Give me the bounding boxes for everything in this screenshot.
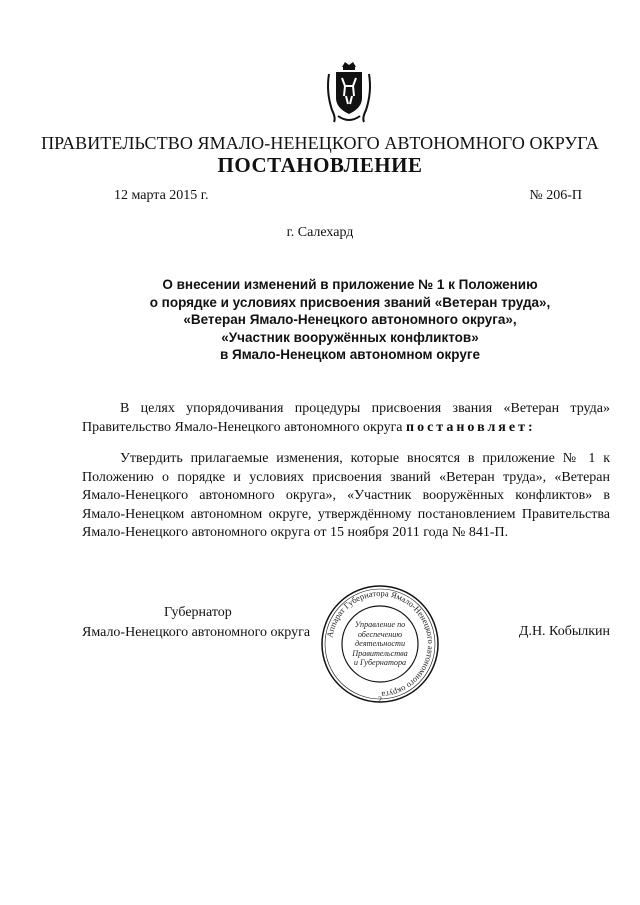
stamp-line: Управление по <box>354 620 406 629</box>
signatory-title <box>82 603 322 643</box>
preamble-text: В целях упорядочивания процедуры присвоения звания «Ветеран труда» Правительство Ямало-Ненецкого автономного округа <box>82 401 610 435</box>
paragraph-resolution: Утвердить прилагаемые изменения, которые вносятся в приложение № 1 к Положению о порядке и условиях присвоения званий «Ветеран труда», «Ветеран Ямало-Ненецкого автономного округа», «Участник вооружённых конфликтов» в Ямало-Ненецком автономном округе, утверждённому постановлением Правительства Ямало-Ненецкого автономного округа от 15 ноября 2011 года № 841-П. <box>82 451 610 540</box>
heading-line: в Ямало-Ненецком автономном округе <box>219 347 480 362</box>
government-name: ПРАВИТЕЛЬСТВО ЯМАЛО-НЕНЕЦКОГО АВТОНОМНОГО ОКРУГА <box>41 133 599 153</box>
stamp-line: и Губернатора <box>353 658 407 667</box>
paragraph-preamble <box>82 400 610 437</box>
heading-line: О внесении изменений в приложение № 1 к Положению <box>162 277 538 292</box>
document-heading <box>60 276 640 364</box>
coat-of-arms-icon <box>324 60 374 124</box>
stamp-center-text <box>318 620 442 668</box>
heading-line: о порядке и условиях присвоения званий «Ветеран труда», <box>149 294 551 310</box>
document-city: г. Салехард <box>286 225 354 240</box>
signatory-name: Д.Н. Кобылкин <box>518 624 610 639</box>
resolution-keyword: постановляет: <box>406 419 536 435</box>
signatory-title-line2: Ямало-Ненецкого автономного округа <box>82 625 311 640</box>
stamp-line: обеспечению <box>357 629 403 639</box>
stamp-line: деятельности <box>354 639 406 648</box>
document-number: № 206-П <box>529 188 582 203</box>
document-title: ПОСТАНОВЛЕНИЕ <box>217 153 423 177</box>
stamp-line: Правительства <box>352 648 408 658</box>
document-date: 12 марта 2015 г. <box>114 188 209 203</box>
heading-line: «Участник вооружённых конфликтов» <box>221 329 479 345</box>
stamp-number: 2 <box>378 695 382 704</box>
heading-line: «Ветеран Ямало-Ненецкого автономного округа», <box>183 312 517 327</box>
stamp-ring-text: Аппарат Губернатора Ямало-Ненецкого автономного округа <box>324 587 437 701</box>
signatory-title-line1: Губернатор <box>164 605 232 620</box>
